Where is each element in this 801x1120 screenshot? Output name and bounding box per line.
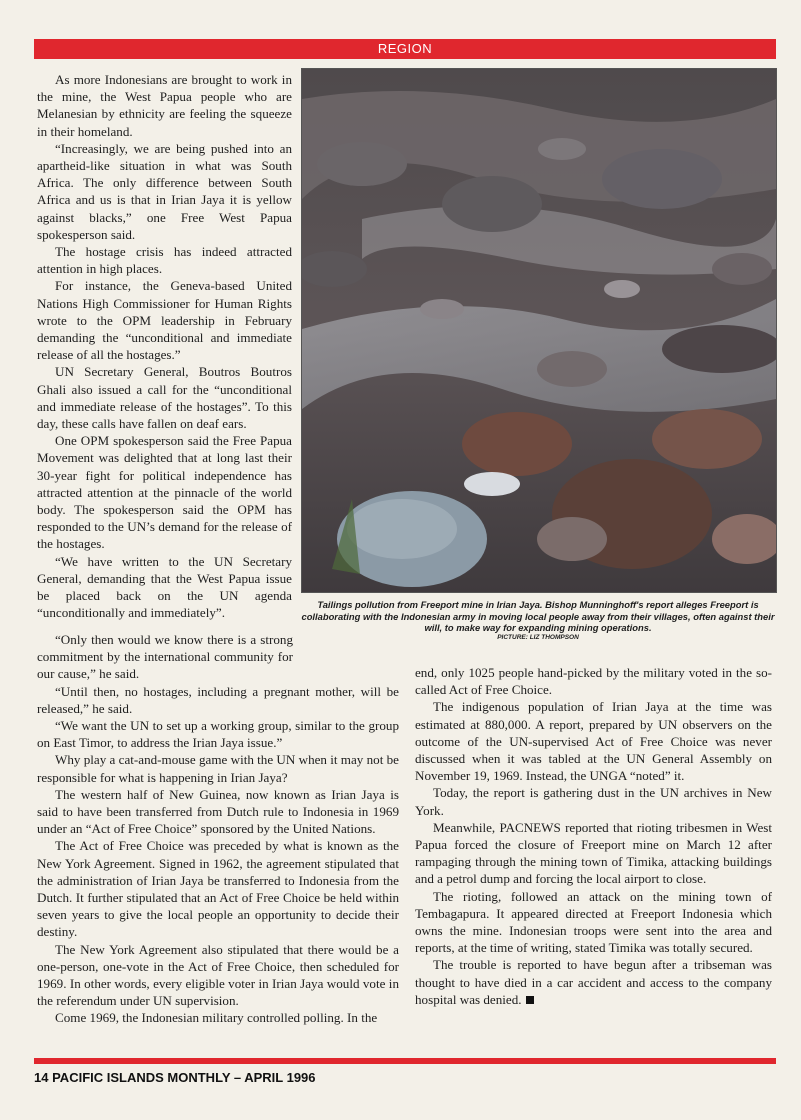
paragraph: “Only then would we know there is a strong commitment by the international community for our cause,” he said. [37, 632, 293, 682]
left-column [37, 71, 292, 622]
paragraph: “Until then, no hostages, including a pregnant mother, will be released,” he said. [37, 683, 399, 716]
paragraph: The rioting, followed an attack on the mining town of Tembagapura. It appeared directed at Freeport Indonesia which owns the mine. Indonesian troops were sent into the area and reports, at the time of writing, stated Timika was totally secured. [415, 888, 772, 956]
publication-name: PACIFIC ISLANDS MONTHLY – APRIL 1996 [52, 1070, 316, 1085]
paragraph: The Act of Free Choice was preceded by what is known as the New York Agreement. Signed in 1962, the agreement stipulated that the administration of Irian Jaya be transferred to Indonesia from the Dutch. It further stipulated that an Act of Free Choice be held within seven years to give the local people an opportunity to decide their destiny. [37, 838, 399, 940]
paragraph: One OPM spokesperson said the Free Papua Movement was delighted that at long last their 30-year fight for political independence has attracted attention at the pinnacle of the world body. The spokesperson said the OPM has responded to the UN’s demand for the release of the hostages. [37, 433, 292, 552]
paragraph: “Increasingly, we are being pushed into an apartheid-like situation in what was South Africa. The only difference between South Africa and us is that in Irian Jaya it is yellow against blacks,” one Free West Papua spokesperson said. [37, 140, 292, 242]
end-of-article-icon [526, 996, 534, 1004]
caption-text: Tailings pollution from Freeport mine in Irian Jaya. Bishop Munninghoff's report alleges Freeport is collaborating with the Indonesian army in moving local people away from their villages, often against their will, to make way for expanding mining operations. [301, 599, 775, 634]
paragraph: The western half of New Guinea, now known as Irian Jaya is said to have been transferred from Dutch rule to Indonesia in 1969 under an “Act of Free Choice” sponsored by the United Nations. [37, 786, 399, 837]
paragraph: For instance, the Geneva-based United Nations High Commissioner for Human Rights wrote to the OPM leadership in February demanding the “unconditional and immediate release of all the hostages.” [37, 278, 292, 363]
right-column [415, 664, 772, 1008]
paragraph: The indigenous population of Irian Jaya at the time was estimated at 880,000. A report, prepared by UN observers on the outcome of the UN-supervised Act of Free Choice was never discussed when it was tabled at the UN General Assembly on November 19, 1969. Instead, the UNGA “noted” it. [415, 699, 772, 784]
section-title: REGION [377, 41, 433, 56]
paragraph: “We want the UN to set up a working group, similar to the group on East Timor, to address the Irian Jaya issue.” [37, 718, 399, 751]
paragraph: Come 1969, the Indonesian military controlled polling. In the [55, 1010, 378, 1026]
paragraph: Why play a cat-and-mouse game with the UN when it may not be responsible for what is happening in Irian Jaya? [37, 752, 399, 785]
paragraph: end, only 1025 people hand-picked by the military voted in the so-called Act of Free Choice. [415, 665, 772, 698]
left-column-lower [37, 631, 399, 1027]
footer-rule [34, 1058, 776, 1064]
paragraph: Today, the report is gathering dust in the UN archives in New York. [415, 785, 772, 818]
page-footer [34, 1070, 316, 1085]
paragraph: The hostage crisis has indeed attracted attention in high places. [37, 244, 292, 277]
page-number: 14 [34, 1070, 49, 1085]
paragraph: The New York Agreement also stipulated that there would be a one-person, one-vote in the Act of Free Choice, then scheduled for 1969. In other words, every eligible voter in Irian Jaya would vote in the referendum under UN supervision. [37, 941, 399, 1009]
paragraph-text: The trouble is reported to have begun after a tribseman was thought to have died in a car accident and access to the company hospital was denied. [415, 957, 772, 1007]
tailings-photo [301, 68, 777, 593]
river-rocks-image [302, 69, 776, 592]
paragraph [415, 956, 772, 1008]
section-header [34, 39, 776, 59]
paragraph: “We have written to the UN Secretary General, demanding that the West Papua issue be placed back on the UN agenda “unconditionally and immediately”. [37, 553, 292, 621]
paragraph: Meanwhile, PACNEWS reported that rioting tribesmen in West Papua forced the closure of Freeport mine on March 12 after rampaging through the mining town of Timika, attacking buildings and a petrol dump and forcing the local airport to close. [415, 819, 772, 887]
paragraph: UN Secretary General, Boutros Boutros Ghali also issued a call for the “unconditional and immediate release of the hostages”. To this day, these calls have fallen on deaf ears. [37, 364, 292, 432]
photo-credit: PICTURE: LIZ THOMPSON [497, 633, 579, 641]
paragraph: As more Indonesians are brought to work in the mine, the West Papua people who are Melanesian by ethnicity are feeling the squeeze in their homeland. [37, 72, 292, 139]
